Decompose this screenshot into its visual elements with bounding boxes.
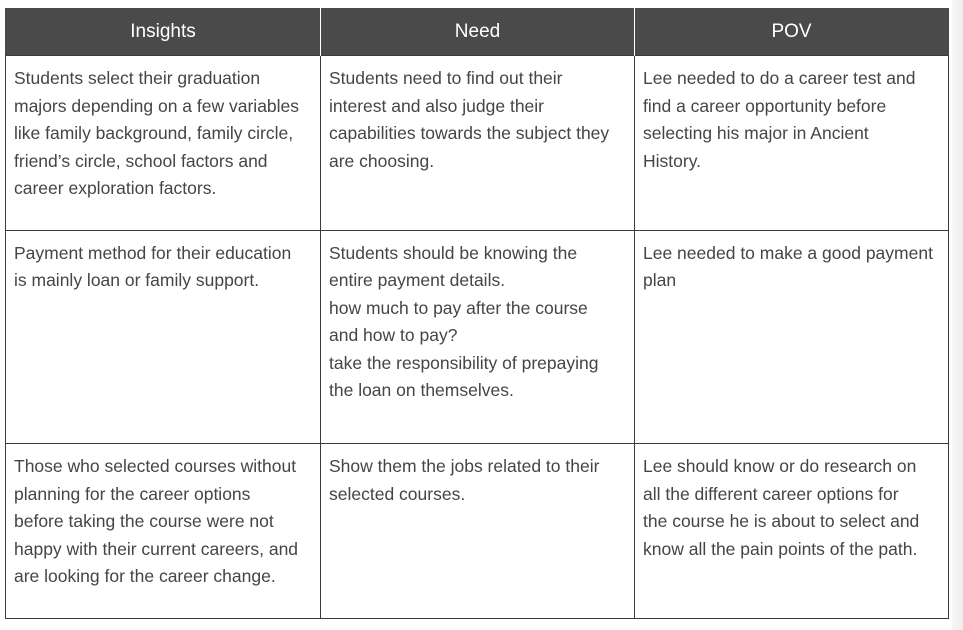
cell-pov: Lee needed to do a career test and find a career opportunity before selecting his major in Ancient History. — [635, 56, 949, 231]
table-row — [6, 230, 949, 443]
table-header — [6, 8, 949, 56]
header-row — [6, 8, 949, 56]
cell-insights: Students select their graduation majors depending on a few variables like family background, family circle, friend’s circle, school factors and career exploration factors. — [6, 56, 321, 231]
cell-need: Students need to find out their interest and also judge their capabilities towards the subject they are choosing. — [321, 56, 635, 231]
table-row — [6, 56, 949, 231]
cell-insights: Those who selected courses without planning for the career options before taking the course were not happy with their current careers, and are looking for the career change. — [6, 444, 321, 619]
page-edge-shadow — [952, 0, 963, 630]
header-pov: POV — [635, 8, 949, 56]
cell-need: Students should be knowing the entire payment details. how much to pay after the course and how to pay? take the responsibility of prepaying the loan on themselves. — [321, 230, 635, 443]
table-row — [6, 444, 949, 619]
table-body — [6, 56, 949, 619]
insights-need-pov-table — [5, 8, 949, 619]
header-need: Need — [321, 8, 635, 56]
cell-pov: Lee needed to make a good payment plan — [635, 230, 949, 443]
cell-pov: Lee should know or do research on all the different career options for the course he is about to select and know all the pain points of the path. — [635, 444, 949, 619]
cell-need: Show them the jobs related to their selected courses. — [321, 444, 635, 619]
cell-insights: Payment method for their education is mainly loan or family support. — [6, 230, 321, 443]
insights-need-pov-table-container — [5, 8, 948, 619]
header-insights: Insights — [6, 8, 321, 56]
